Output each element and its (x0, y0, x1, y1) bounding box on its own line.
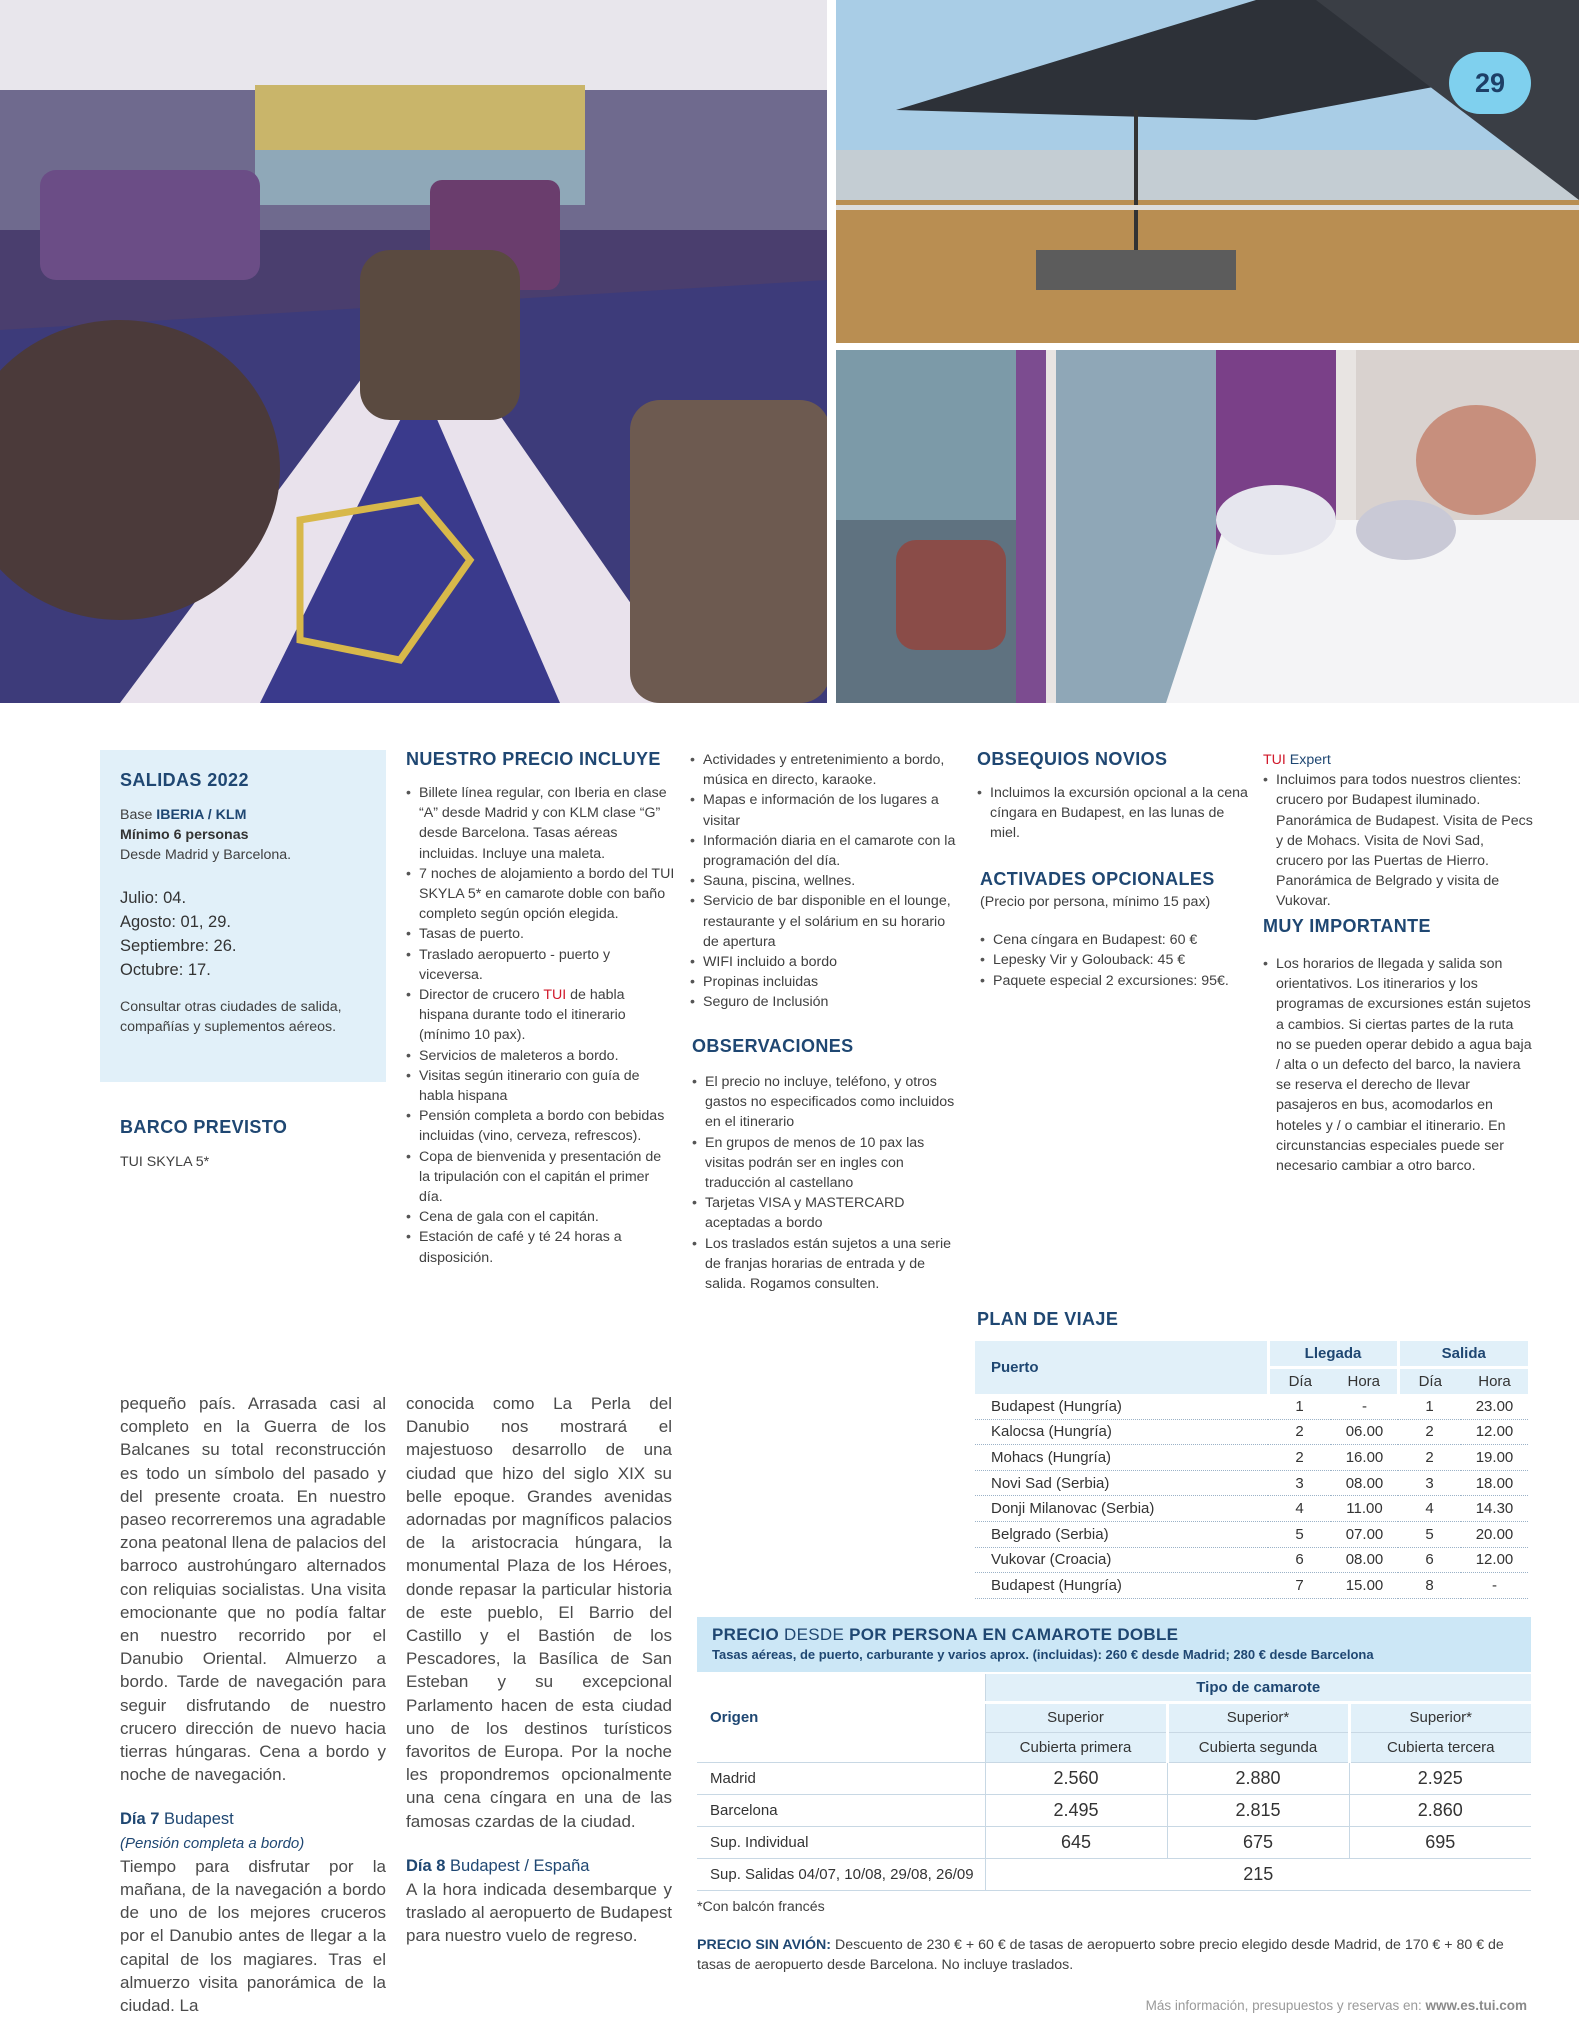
precio-value: 2.860 (1349, 1794, 1531, 1826)
day7-subtitle: (Pensión completa a bordo) (120, 1834, 305, 1852)
incluye-item: • 7 noches de alojamiento a bordo del TUI SKYLA 5* en camarote doble con baño completo según opción elegida. (406, 864, 676, 925)
plan-arr-day: 2 (1268, 1419, 1331, 1445)
plan-dep-day: 2 (1398, 1445, 1461, 1471)
precio-cabin-type-header: Tipo de camarote (985, 1674, 1531, 1702)
plan-arr-time: - (1331, 1394, 1398, 1419)
barco-title: BARCO PREVISTO (120, 1117, 288, 1137)
day7-title: Día 7 Budapest (120, 1810, 234, 1829)
plan-port: Donji Milanovac (Serbia) (975, 1496, 1268, 1522)
precio-row (697, 1762, 1531, 1794)
incluye-item-director (406, 985, 676, 1046)
incluye-item: • Estación de café y té 24 horas a disposición. (406, 1227, 676, 1267)
precio-cabin-type: Superior* (1349, 1702, 1531, 1732)
plan-dep-day: 5 (1398, 1521, 1461, 1547)
observaciones-list (692, 1072, 960, 1294)
incluye-item: • Seguro de Inclusión (690, 992, 958, 1012)
importante-title: MUY IMPORTANTE (1263, 916, 1431, 936)
precio-cabin-deck: Cubierta tercera (1349, 1732, 1531, 1762)
plan-port: Mohacs (Hungría) (975, 1445, 1268, 1471)
plan-row (975, 1496, 1528, 1522)
plan-dep-day: 8 (1398, 1573, 1461, 1599)
director-pre: Director de crucero (419, 987, 544, 1004)
director-brand: TUI (543, 987, 567, 1004)
obsequios-section (977, 749, 1249, 844)
salidas-title: SALIDAS 2022 (120, 770, 249, 790)
precio-value: 2.560 (985, 1762, 1167, 1794)
plan-arr-day: 3 (1268, 1470, 1331, 1496)
itinerary-col1 (120, 1392, 386, 2017)
tui-expert-title: TUI Expert (1263, 752, 1331, 768)
tui-expert-list (1263, 770, 1533, 911)
incluye-list (406, 783, 676, 1268)
plan-arr-day: 7 (1268, 1573, 1331, 1599)
salidas-date: Septiembre: 26. (120, 937, 237, 955)
obsequios-title: OBSEQUIOS NOVIOS (977, 749, 1168, 769)
precio-value: 2.925 (1349, 1762, 1531, 1794)
plan-row (975, 1419, 1528, 1445)
incluye-section-cont (690, 750, 958, 1013)
obsequios-item: • Incluimos la excursión opcional a la cena cíngara en Budapest, en las lunas de miel. (977, 783, 1249, 844)
importante-section (1263, 916, 1533, 1176)
plan-dep-time: 12.00 (1461, 1547, 1528, 1573)
director-post: de habla hispana durante todo el itinerario (mínimo 10 pax). (419, 987, 626, 1044)
incluye-item: • Visitas según itinerario con guía de habla hispana (406, 1066, 676, 1106)
plan-arr-day: 4 (1268, 1496, 1331, 1522)
incluye-list-cont (690, 750, 958, 1013)
plan-arr-time: 08.00 (1331, 1470, 1398, 1496)
salidas-box (100, 750, 386, 1082)
plan-row (975, 1394, 1528, 1419)
precio-origin-header: Origen (697, 1674, 985, 1762)
plan-arr-time: 15.00 (1331, 1573, 1398, 1599)
opcionales-title: ACTIVADES OPCIONALES (980, 869, 1215, 889)
opcionales-subtitle: (Precio por persona, mínimo 15 pax) (980, 894, 1211, 910)
opcionales-list (980, 930, 1252, 991)
itinerary-day6-text: pequeño país. Arrasada casi al completo en la Guerra de los Balcanes su total reconstrucción es todo un símbolo del pasado y del presente croata. En nuestro paseo recorreremos una agradable zona peatonal llena de palacios del barroco austrohúngaro alternados con reliquias socialistas. Una visita emocionante que no podía faltar en nuestro recorrido por el Danubio Oriental. Almuerzo a bordo. Tarde de navegación para seguir disfrutando de nuestro crucero dirección de nuevo hacia tierras húngaras. Cena a bordo y noche de navegación. (120, 1394, 386, 1785)
tui-expert-section (1263, 750, 1533, 912)
incluye-item: • Servicio de bar disponible en el lounge, restaurante y el solárium en su horario de apertura (690, 891, 958, 952)
precio-origin: Barcelona (697, 1794, 985, 1826)
plan-port: Budapest (Hungría) (975, 1394, 1268, 1419)
incluye-item: • Sauna, piscina, wellnes. (690, 871, 958, 891)
incluye-item: • Cena de gala con el capitán. (406, 1207, 676, 1227)
incluye-item: • Propinas incluidas (690, 972, 958, 992)
precio-sup-value: 215 (985, 1858, 1531, 1890)
salidas-minimum: Mínimo 6 personas (120, 827, 249, 844)
plan-header-arr-day: Día (1268, 1368, 1331, 1395)
plan-dep-day: 6 (1398, 1547, 1461, 1573)
precio-value: 2.880 (1167, 1762, 1349, 1794)
incluye-item: • Copa de bienvenida y presentación de la tripulación con el capitán el primer día. (406, 1147, 676, 1208)
salidas-from: Desde Madrid y Barcelona. (120, 847, 292, 864)
precio-origin: Sup. Individual (697, 1826, 985, 1858)
plan-arr-day: 5 (1268, 1521, 1331, 1547)
plan-dep-time: 19.00 (1461, 1445, 1528, 1471)
plan-row (975, 1547, 1528, 1573)
lounge-photo (0, 0, 827, 703)
incluye-item: • Servicios de maleteros a bordo. (406, 1046, 676, 1066)
incluye-title: NUESTRO PRECIO INCLUYE (406, 749, 661, 769)
precio-row-sup (697, 1858, 1531, 1890)
plan-dep-time: - (1461, 1573, 1528, 1599)
precio-header (697, 1617, 1531, 1672)
plan-dep-time: 12.00 (1461, 1419, 1528, 1445)
plan-arr-day: 6 (1268, 1547, 1331, 1573)
plan-dep-day: 2 (1398, 1419, 1461, 1445)
observaciones-item: • En grupos de menos de 10 pax las visitas podrán ser en ingles con traducción al castellano (692, 1133, 960, 1194)
opcional-item: • Cena cíngara en Budapest: 60 € (980, 930, 1252, 950)
barco-section (120, 1117, 390, 1172)
plan-port: Budapest (Hungría) (975, 1573, 1268, 1599)
footer-url[interactable]: www.es.tui.com (1425, 1998, 1527, 2013)
itinerary-day7-cont: conocida como La Perla del Danubio nos mostrará el majestuoso desarrollo de una ciudad que hizo del siglo XIX su belle epoque. Grandes avenidas adornadas por magníficos palacios de la aristocracia húngara, la monumental Plaza de los Héroes, donde repasar la particular historia de este pueblo, El Barrio del Castillo y el Bastión de los Pescadores, la Basílica de San Esteban y su excepcional Parlamento hacen de esta ciudad uno de los destinos turísticos favoritos de Europa. Por la noche les propondremos opcionalmente una cena cíngara en una de las famosas czardas de la ciudad. (406, 1394, 672, 1831)
precio-cabin-deck: Cubierta segunda (1167, 1732, 1349, 1762)
day8-text: A la hora indicada desembarque y traslado al aeropuerto de Budapest para nuestro vuelo de regreso. (406, 1880, 672, 1946)
obsequios-list (977, 783, 1249, 844)
plan-dep-day: 4 (1398, 1496, 1461, 1522)
observaciones-item: • Los traslados están sujetos a una serie de franjas horarias de entrada y de salida. Rogamos consulten. (692, 1234, 960, 1295)
tui-expert-item: • Incluimos para todos nuestros clientes: crucero por Budapest iluminado. Panorámica de Budapest. Visita de Pecs y de Mohacs. Visita de Novi Sad, crucero por las Puertas de Hierro. Panorámica de Belgrado y visita de Vukovar. (1263, 770, 1533, 911)
salidas-dates (120, 886, 380, 982)
observaciones-item: • El precio no incluye, teléfono, y otros gastos no especificados como incluidos en el itinerario (692, 1072, 960, 1133)
plan-header-dep-day: Día (1398, 1368, 1461, 1395)
precio-cabin-deck: Cubierta primera (985, 1732, 1167, 1762)
itinerary-col2 (406, 1392, 672, 1948)
plan-port: Novi Sad (Serbia) (975, 1470, 1268, 1496)
precio-value: 2.495 (985, 1794, 1167, 1826)
plan-arr-time: 08.00 (1331, 1547, 1398, 1573)
plan-header-port: Puerto (975, 1341, 1268, 1394)
salidas-note: Consultar otras ciudades de salida, compañías y suplementos aéreos. (120, 999, 342, 1036)
plan-table (975, 1341, 1528, 1599)
incluye-item: • Actividades y entretenimiento a bordo, música en directo, karaoke. (690, 750, 958, 790)
plan-header-departure: Salida (1398, 1341, 1528, 1368)
observaciones-section (692, 1036, 960, 1294)
incluye-item: • Tasas de puerto. (406, 924, 676, 944)
precio-row (697, 1794, 1531, 1826)
plan-header-arr-time: Hora (1331, 1368, 1398, 1395)
barco-name: TUI SKYLA 5* (120, 1154, 210, 1170)
incluye-item: • Pensión completa a bordo con bebidas incluidas (vino, cerveza, refrescos). (406, 1106, 676, 1146)
day7-text: Tiempo para disfrutar por la mañana, de la navegación a bordo de uno de los mejores cruceros por el Danubio antes de llegar a la capital de los magiares. Tras el almuerzo visita panorámica de la ciudad. La (120, 1856, 386, 2016)
plan-arr-time: 06.00 (1331, 1419, 1398, 1445)
plan-dep-day: 3 (1398, 1470, 1461, 1496)
precio-table (697, 1674, 1531, 1891)
precio-value: 695 (1349, 1826, 1531, 1858)
deck-photo (836, 0, 1579, 343)
plan-row (975, 1470, 1528, 1496)
plan-header-dep-time: Hora (1461, 1368, 1528, 1395)
incluye-item: • WIFI incluido a bordo (690, 952, 958, 972)
plan-row (975, 1521, 1528, 1547)
precio-cabin-type: Superior (985, 1702, 1167, 1732)
incluye-item: • Información diaria en el camarote con la programación del día. (690, 831, 958, 871)
plan-row (975, 1445, 1528, 1471)
incluye-item: • Traslado aeropuerto - puerto y viceversa. (406, 945, 676, 985)
precio-footnote: *Con balcón francés (697, 1899, 825, 1915)
precio-value: 2.815 (1167, 1794, 1349, 1826)
precio-origin: Madrid (697, 1762, 985, 1794)
page-number: 29 (1449, 52, 1531, 114)
plan-port: Vukovar (Croacia) (975, 1547, 1268, 1573)
opcionales-section (980, 869, 1252, 991)
incluye-item: • Mapas e información de los lugares a visitar (690, 790, 958, 830)
plan-dep-time: 20.00 (1461, 1521, 1528, 1547)
cabin-photo (836, 350, 1579, 703)
precio-sup-label: Sup. Salidas 04/07, 10/08, 29/08, 26/09 (697, 1858, 985, 1890)
importante-list (1263, 954, 1533, 1176)
plan-dep-time: 23.00 (1461, 1394, 1528, 1419)
plan-port: Belgrado (Serbia) (975, 1521, 1268, 1547)
plan-arr-day: 1 (1268, 1394, 1331, 1419)
precio-sin-avion: PRECIO SIN AVIÓN: Descuento de 230 € + 60 € de tasas de aeropuerto sobre precio elegido desde Madrid, de 170 € + 80 € de tasas de aeropuerto desde Barcelona. No incluye traslados. (697, 1937, 1504, 1974)
precio-value: 645 (985, 1826, 1167, 1858)
opcional-item: • Paquete especial 2 excursiones: 95€. (980, 971, 1252, 991)
incluye-section (406, 749, 676, 1268)
plan-dep-time: 18.00 (1461, 1470, 1528, 1496)
day8-title: Día 8 Budapest / España (406, 1856, 590, 1875)
incluye-item: • Billete línea regular, con Iberia en clase “A” desde Madrid y con KLM clase “G” desde Barcelona. Tasas aéreas incluidas. Incluye una maleta. (406, 783, 676, 864)
precio-subtitle: Tasas aéreas, de puerto, carburante y varios aprox. (incluidas): 260 € desde Madrid; 280 € desde Barcelona (712, 1647, 1374, 1662)
footer: Más información, presupuestos y reservas en: www.es.tui.com (1145, 1998, 1527, 2013)
plan-arr-time: 16.00 (1331, 1445, 1398, 1471)
precio-value: 675 (1167, 1826, 1349, 1858)
plan-arr-day: 2 (1268, 1445, 1331, 1471)
salidas-date: Agosto: 01, 29. (120, 913, 231, 931)
opcional-item: • Lepesky Vir y Golouback: 45 € (980, 950, 1252, 970)
salidas-base: Base IBERIA / KLM (120, 807, 247, 823)
precio-row (697, 1826, 1531, 1858)
salidas-date: Octubre: 17. (120, 961, 211, 979)
plan-port: Kalocsa (Hungría) (975, 1419, 1268, 1445)
precio-cabin-type: Superior* (1167, 1702, 1349, 1732)
observaciones-item: • Tarjetas VISA y MASTERCARD aceptadas a bordo (692, 1193, 960, 1233)
plan-dep-time: 14.30 (1461, 1496, 1528, 1522)
plan-title: PLAN DE VIAJE (977, 1309, 1119, 1329)
importante-item: • Los horarios de llegada y salida son orientativos. Los itinerarios y los programas de excursiones están sujetos a cambios. Si ciertas partes de la ruta no se pueden operar debido a agua baja / alta o un defecto del barco, la naviera se reserva el derecho de llevar pasajeros en bus, acomodarlos en hoteles y / o cambiar el itinerario. En circunstancias especiales puede ser necesario cambiar a otro barco. (1263, 954, 1533, 1176)
plan-arr-time: 07.00 (1331, 1521, 1398, 1547)
plan-header-arrival: Llegada (1268, 1341, 1398, 1368)
plan-row (975, 1573, 1528, 1599)
plan-dep-day: 1 (1398, 1394, 1461, 1419)
plan-arr-time: 11.00 (1331, 1496, 1398, 1522)
salidas-date: Julio: 04. (120, 889, 187, 907)
precio-title: PRECIO DESDE POR PERSONA EN CAMAROTE DOBLE (712, 1625, 1179, 1644)
observaciones-title: OBSERVACIONES (692, 1036, 854, 1056)
